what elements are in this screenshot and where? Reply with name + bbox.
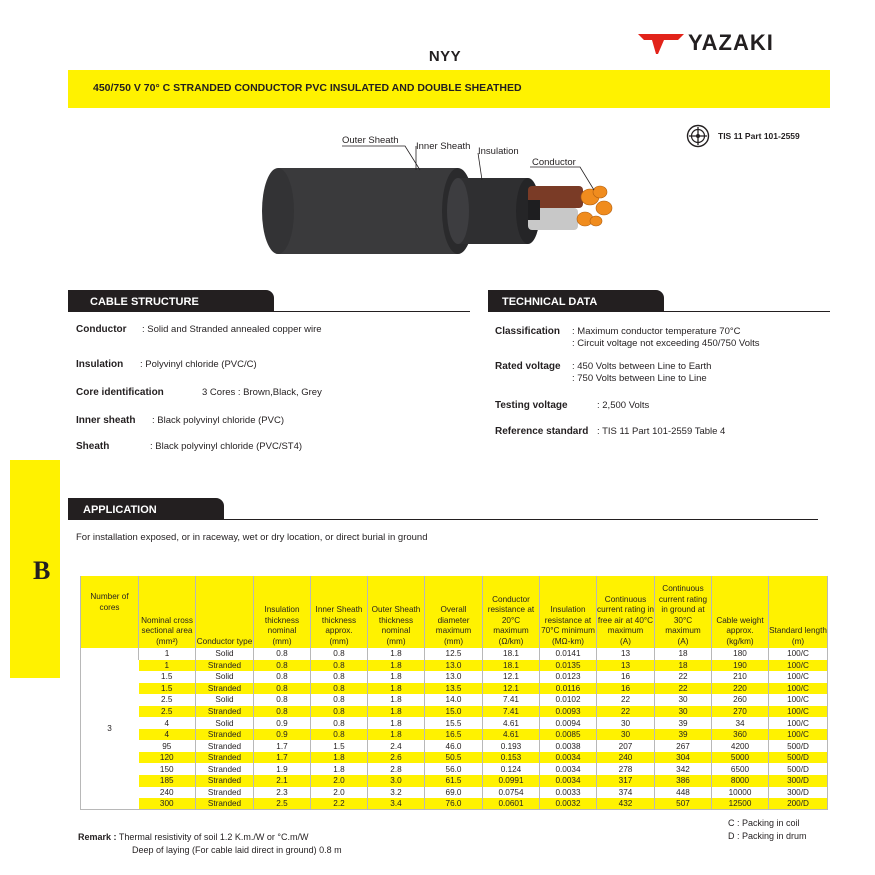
technical-data-header — [488, 290, 830, 312]
table-cell: 317 — [597, 775, 655, 787]
product-title-band — [68, 70, 830, 108]
col-header-cores: Number of cores — [81, 576, 139, 648]
table-cell: 1.8 — [368, 683, 425, 695]
structure-label-conductor: Conductor — [76, 324, 127, 335]
table-cell: 0.8 — [311, 660, 368, 672]
table-cell: 207 — [597, 740, 655, 752]
structure-value-inner-sheath: : Black polyvinyl chloride (PVC) — [152, 415, 284, 426]
table-cell: 3.0 — [368, 775, 425, 787]
table-cell: 18.1 — [483, 648, 540, 660]
col-header-current-air: Continuous current rating in free air at 40°C maximum (A) — [597, 576, 655, 648]
table-cell: 2.8 — [368, 763, 425, 775]
table-cell: 1 — [139, 660, 196, 672]
inner-sheath-shape — [447, 178, 540, 244]
col-header-current-ground: Continuous current rating in ground at 30°C maximum (A) — [655, 576, 712, 648]
table-cell: 13.0 — [425, 660, 483, 672]
table-cell: 0.0034 — [540, 775, 597, 787]
table-cell: 0.8 — [254, 671, 311, 683]
table-cell: 14.0 — [425, 694, 483, 706]
table-cell: 1.7 — [254, 740, 311, 752]
table-cell: 95 — [162, 741, 172, 751]
table-cell: 0.0038 — [540, 740, 597, 752]
cell-number-of-cores: 3 — [81, 648, 139, 810]
yazaki-logo — [638, 30, 774, 56]
tech-label-testing-voltage: Testing voltage — [495, 400, 568, 411]
table-cell: 0.8 — [311, 683, 368, 695]
table-cell: 0.8 — [254, 660, 311, 672]
tech-value-classification-1: : Maximum conductor temperature 70°C — [572, 326, 741, 337]
table-cell: 16 — [597, 683, 655, 695]
table-cell: Solid — [196, 694, 254, 706]
table-cell: 100/C — [769, 706, 828, 718]
table-cell: Stranded — [196, 740, 254, 752]
table-cell: 100/C — [769, 717, 828, 729]
table-cell: 270 — [712, 706, 769, 718]
table-cell: 18.1 — [483, 660, 540, 672]
table-row — [81, 787, 828, 799]
remark-line-2: Deep of laying (For cable laid direct in ground) 0.8 m — [132, 845, 342, 855]
table-row — [81, 740, 828, 752]
table-cell: 10000 — [712, 787, 769, 799]
table-row — [81, 694, 828, 706]
table-cell: Stranded — [196, 752, 254, 764]
tech-label-reference-standard: Reference standard — [495, 426, 589, 437]
section-b-letter: B — [33, 556, 51, 585]
table-cell: 1.8 — [368, 694, 425, 706]
table-cell: 13 — [597, 648, 655, 660]
table-cell: 0.153 — [483, 752, 540, 764]
table-cell: 3.2 — [368, 787, 425, 799]
table-cell: 1 — [139, 648, 196, 660]
table-header-row — [81, 576, 828, 648]
table-cell: 300 — [139, 798, 196, 810]
certification-text: TIS 11 Part 101-2559 — [718, 131, 800, 141]
table-cell: 16.5 — [425, 729, 483, 741]
cable-structure-rule — [68, 311, 470, 313]
certification-mark — [686, 124, 800, 148]
table-cell: 4200 — [712, 740, 769, 752]
col-header-conductor-resistance: Conductor resistance at 20°C maximum (Ω/km) — [483, 576, 540, 648]
table-cell: 0.9 — [254, 717, 311, 729]
table-cell: 0.0094 — [540, 717, 597, 729]
table-cell: 267 — [655, 740, 712, 752]
table-row — [81, 660, 828, 672]
table-cell: 0.8 — [254, 648, 311, 660]
table-row — [81, 729, 828, 741]
table-cell: 0.8 — [311, 717, 368, 729]
yazaki-wing-icon — [638, 32, 684, 54]
table-cell: 0.0085 — [540, 729, 597, 741]
table-cell: 7.41 — [483, 694, 540, 706]
table-cell: Stranded — [196, 683, 254, 695]
table-cell: 5000 — [712, 752, 769, 764]
table-cell: 30 — [655, 706, 712, 718]
application-header — [68, 498, 818, 520]
table-cell: 0.8 — [311, 648, 368, 660]
table-cell: 220 — [712, 683, 769, 695]
table-cell: 61.5 — [425, 775, 483, 787]
specification-table-body — [81, 648, 828, 810]
table-row — [81, 752, 828, 764]
application-text: For installation exposed, or in raceway, wet or dry location, or direct burial in ground — [76, 532, 428, 543]
table-cell: 240 — [597, 752, 655, 764]
table-cell: 0.0123 — [540, 671, 597, 683]
table-cell: 240 — [159, 787, 174, 797]
tech-value-testing-voltage: : 2,500 Volts — [597, 400, 650, 411]
table-cell: 342 — [655, 763, 712, 775]
table-cell: 374 — [597, 787, 655, 799]
table-cell: Solid — [196, 648, 254, 660]
table-cell: 7.41 — [483, 706, 540, 718]
table-cell: 0.9 — [254, 729, 311, 741]
table-cell: 1.8 — [368, 717, 425, 729]
table-cell: 76.0 — [425, 798, 483, 810]
table-cell: 2.4 — [368, 740, 425, 752]
table-cell: 0.8 — [311, 671, 368, 683]
table-cell: 1.8 — [311, 752, 368, 764]
table-cell: 360 — [712, 729, 769, 741]
structure-label-inner-sheath: Inner sheath — [76, 415, 136, 426]
table-row — [81, 648, 828, 660]
product-subtitle: 450/750 V 70° C STRANDED CONDUCTOR PVC INSULATED AND DOUBLE SHEATHED — [93, 82, 522, 94]
table-cell: 4 — [164, 718, 170, 728]
table-cell: 69.0 — [425, 787, 483, 799]
table-cell: 0.8 — [254, 694, 311, 706]
table-cell: 8000 — [712, 775, 769, 787]
table-cell: 2.6 — [368, 752, 425, 764]
table-cell: 300/D — [769, 775, 828, 787]
tech-value-reference-standard: : TIS 11 Part 101-2559 Table 4 — [597, 426, 726, 437]
table-cell: 200/D — [769, 798, 828, 810]
table-cell: Stranded — [196, 729, 254, 741]
table-cell: 0.8 — [311, 729, 368, 741]
table-cell: 1.5 — [161, 672, 173, 682]
table-cell: 100/C — [769, 660, 828, 672]
tech-label-rated-voltage: Rated voltage — [495, 361, 561, 372]
table-cell: Solid — [196, 671, 254, 683]
col-header-area: Nominal cross sectional area (mm²) — [139, 576, 196, 648]
table-cell: 100/C — [769, 729, 828, 741]
table-cell: 13 — [597, 660, 655, 672]
table-cell: 432 — [597, 798, 655, 810]
col-header-inner-sheath: Inner Sheath thickness approx. (mm) — [311, 576, 368, 648]
specification-table — [80, 576, 828, 810]
note-packing-coil: C : Packing in coil — [728, 818, 800, 828]
table-cell: 0.0093 — [540, 706, 597, 718]
table-cell: 2.5 — [161, 695, 173, 705]
brand-name: YAZAKI — [688, 30, 774, 55]
table-cell: 120 — [139, 752, 196, 764]
table-cell: 22 — [655, 671, 712, 683]
table-row — [81, 683, 828, 695]
table-cell: 56.0 — [425, 763, 483, 775]
col-header-cable-weight: Cable weight approx. (kg/km) — [712, 576, 769, 648]
table-cell: 0.0991 — [483, 775, 540, 787]
note-packing-drum: D : Packing in drum — [728, 831, 807, 841]
table-cell: 1.5 — [139, 683, 196, 695]
cable-structure-title: CABLE STRUCTURE — [68, 290, 274, 312]
table-cell: 448 — [655, 787, 712, 799]
table-cell: Stranded — [196, 763, 254, 775]
table-cell: 2.0 — [311, 775, 368, 787]
table-cell: 0.193 — [483, 740, 540, 752]
table-cell: 1.7 — [254, 752, 311, 764]
col-header-outer-sheath: Outer Sheath thickness nominal (mm) — [368, 576, 425, 648]
page-title: NYY — [428, 48, 462, 65]
table-cell: 4.61 — [483, 729, 540, 741]
structure-label-insulation: Insulation — [76, 359, 124, 370]
table-cell: 2.5 — [139, 706, 196, 718]
cable-structure-header — [68, 290, 470, 312]
col-header-insulation-thickness: Insulation thickness nominal (mm) — [254, 576, 311, 648]
table-cell: 0.8 — [254, 706, 311, 718]
table-cell: 0.8 — [254, 683, 311, 695]
table-cell: 15.5 — [425, 717, 483, 729]
table-cell: 180 — [712, 648, 769, 660]
label-inner-sheath: Inner Sheath — [416, 141, 471, 152]
tis-standard-icon — [686, 124, 710, 148]
table-row — [81, 717, 828, 729]
table-cell: 500/D — [769, 740, 828, 752]
table-row — [81, 763, 828, 775]
technical-data-rule — [488, 311, 830, 313]
col-header-overall-diameter: Overall diameter maximum (mm) — [425, 576, 483, 648]
structure-label-sheath: Sheath — [76, 441, 110, 452]
table-cell: 0.0601 — [483, 798, 540, 810]
table-cell: 0.0135 — [540, 660, 597, 672]
table-cell: 39 — [655, 729, 712, 741]
table-cell: 30 — [597, 729, 655, 741]
table-cell: 210 — [712, 671, 769, 683]
table-cell: 13.0 — [425, 671, 483, 683]
table-cell: 100/C — [769, 683, 828, 695]
table-cell: 0.8 — [311, 706, 368, 718]
application-rule — [68, 519, 818, 521]
table-cell: 30 — [597, 717, 655, 729]
table-cell: 2.2 — [311, 798, 368, 810]
tech-label-classification: Classification — [495, 326, 561, 337]
tech-value-classification-2: : Circuit voltage not exceeding 450/750 Volts — [572, 338, 760, 349]
table-cell: 278 — [597, 763, 655, 775]
table-cell: 500/D — [769, 752, 828, 764]
table-cell: 4 — [139, 729, 196, 741]
table-cell: 12.5 — [425, 648, 483, 660]
label-outer-sheath: Outer Sheath — [342, 135, 399, 146]
table-cell: 2.1 — [254, 775, 311, 787]
label-conductor: Conductor — [532, 157, 576, 168]
label-insulation: Insulation — [478, 146, 519, 157]
table-cell: 0.0102 — [540, 694, 597, 706]
table-cell: 18 — [655, 660, 712, 672]
table-cell: 0.0141 — [540, 648, 597, 660]
table-cell: 13.5 — [425, 683, 483, 695]
remark-line-1: Thermal resistivity of soil 1.2 K.m./W or °C.m/W — [118, 832, 309, 842]
application-title: APPLICATION — [68, 498, 224, 520]
table-cell: 22 — [655, 683, 712, 695]
structure-value-sheath: : Black polyvinyl chloride (PVC/ST4) — [150, 441, 303, 452]
core-black-shape — [528, 200, 540, 220]
table-cell: 1.8 — [368, 706, 425, 718]
section-b-tab — [10, 460, 60, 678]
table-cell: 50.5 — [425, 752, 483, 764]
table-cell: 185 — [139, 775, 196, 787]
table-cell: 12.1 — [483, 671, 540, 683]
table-row — [81, 775, 828, 787]
table-cell: 1.8 — [368, 729, 425, 741]
structure-value-core-identification: 3 Cores : Brown,Black, Grey — [202, 387, 322, 398]
table-cell: 15.0 — [425, 706, 483, 718]
table-cell: 190 — [712, 660, 769, 672]
table-cell: 304 — [655, 752, 712, 764]
technical-data-title: TECHNICAL DATA — [488, 290, 664, 312]
table-cell: 300/D — [769, 787, 828, 799]
table-cell: 1.8 — [311, 763, 368, 775]
table-row — [81, 706, 828, 718]
table-cell: 1.8 — [368, 660, 425, 672]
table-cell: 0.0116 — [540, 683, 597, 695]
table-cell: 2.5 — [254, 798, 311, 810]
table-cell: 34 — [712, 717, 769, 729]
col-header-insulation-resistance: Insulation resistance at 70°C minimum (MΩ-km) — [540, 576, 597, 648]
structure-value-insulation: : Polyvinyl chloride (PVC/C) — [140, 359, 257, 370]
table-cell: 2.0 — [311, 787, 368, 799]
table-cell: 100/C — [769, 694, 828, 706]
remark-label: Remark : — [78, 832, 117, 842]
table-cell: 0.8 — [311, 694, 368, 706]
table-cell: 100/C — [769, 648, 828, 660]
col-header-conductor-type: Conductor type — [196, 576, 254, 648]
table-cell: 22 — [597, 706, 655, 718]
table-cell: Stranded — [196, 787, 254, 799]
table-cell: 4.61 — [483, 717, 540, 729]
table-cell: 39 — [655, 717, 712, 729]
table-cell: 3.4 — [368, 798, 425, 810]
table-row — [81, 798, 828, 810]
table-cell: 22 — [597, 694, 655, 706]
tech-value-rated-voltage-1: : 450 Volts between Line to Earth — [572, 361, 712, 372]
table-cell: 150 — [159, 764, 174, 774]
table-cell: 0.0034 — [540, 752, 597, 764]
table-cell: 0.0754 — [483, 787, 540, 799]
table-cell: 6500 — [712, 763, 769, 775]
table-cell: Stranded — [196, 706, 254, 718]
col-header-standard-length: Standard length (m) — [769, 576, 828, 648]
table-cell: 12500 — [712, 798, 769, 810]
table-cell: 1.9 — [254, 763, 311, 775]
table-cell: 0.0032 — [540, 798, 597, 810]
outer-sheath-shape — [262, 168, 474, 254]
table-cell: 16 — [597, 671, 655, 683]
table-row — [81, 671, 828, 683]
structure-label-core-identification: Core identification — [76, 387, 164, 398]
table-cell: 2.3 — [254, 787, 311, 799]
table-cell: 0.0033 — [540, 787, 597, 799]
structure-value-conductor: : Solid and Stranded annealed copper wire — [142, 324, 322, 335]
table-cell: 1.8 — [368, 671, 425, 683]
table-cell: 260 — [712, 694, 769, 706]
table-cell: 100/C — [769, 671, 828, 683]
table-cell: 30 — [655, 694, 712, 706]
table-cell: 0.124 — [483, 763, 540, 775]
table-cell: 18 — [655, 648, 712, 660]
table-cell: 0.0034 — [540, 763, 597, 775]
table-cell: 12.1 — [483, 683, 540, 695]
table-cell: Stranded — [196, 660, 254, 672]
table-cell: 46.0 — [425, 740, 483, 752]
table-cell: Stranded — [196, 775, 254, 787]
tech-value-rated-voltage-2: : 750 Volts between Line to Line — [572, 373, 707, 384]
table-cell: Stranded — [196, 798, 254, 810]
cable-cross-section-diagram — [250, 120, 640, 260]
table-cell: 500/D — [769, 763, 828, 775]
table-cell: Solid — [196, 717, 254, 729]
remark-block — [78, 831, 309, 844]
table-cell: 1.5 — [311, 740, 368, 752]
table-cell: 386 — [655, 775, 712, 787]
table-cell: 1.8 — [368, 648, 425, 660]
table-cell: 507 — [655, 798, 712, 810]
